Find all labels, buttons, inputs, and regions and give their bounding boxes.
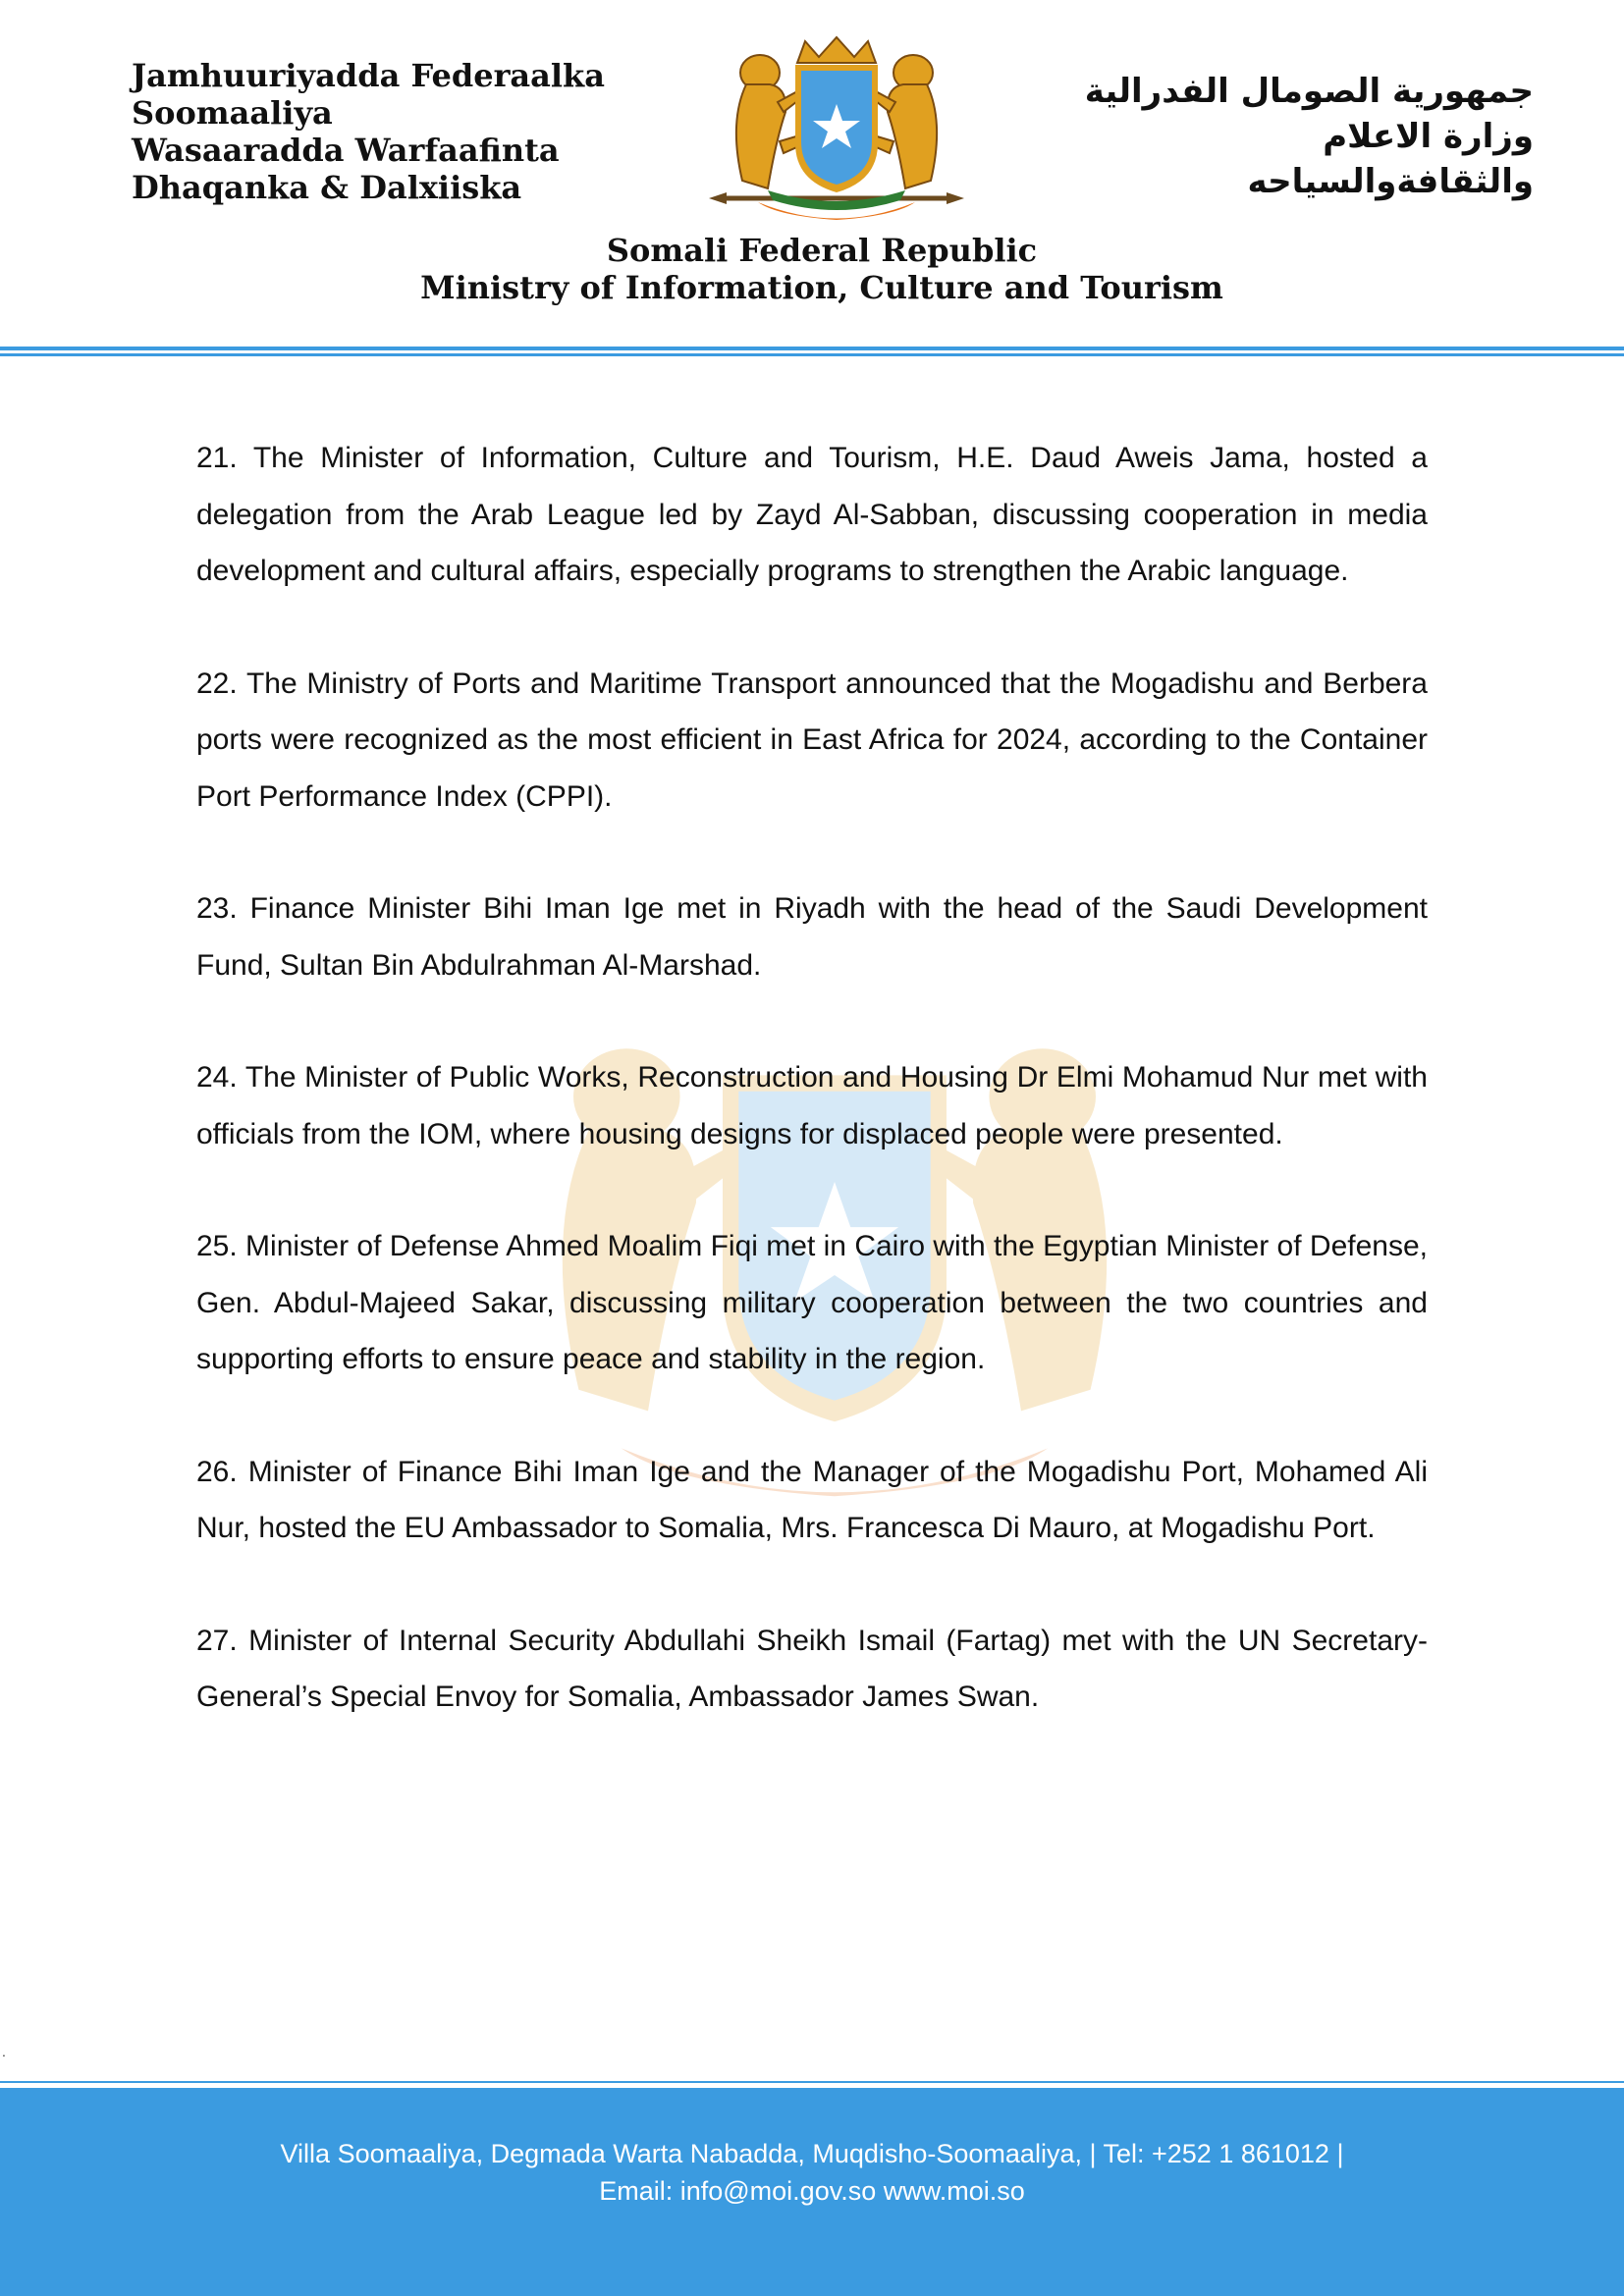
stray-mark: . <box>2 2044 6 2059</box>
header-somali-line: Wasaaradda Warfaafinta <box>132 132 560 169</box>
news-item: 27. Minister of Internal Security Abdullahi Sheikh Ismail (Fartag) met with the UN Secretary-General’s Special Envoy for Somalia, Ambassador James Swan. <box>196 1624 1428 1713</box>
news-item: 25. Minister of Defense Ahmed Moalim Fiqi met in Cairo with the Egyptian Minister of Defense, Gen. Abdul-Majeed Sakar, discussing military cooperation between the two countries and supporting efforts to ensure peace and stability in the region. <box>196 1230 1428 1375</box>
header-arabic-line: والثقافةوالسياحه <box>1247 162 1534 201</box>
header-divider-line <box>0 353 1624 356</box>
header-arabic-line: وزارة الاعلام <box>1323 117 1534 156</box>
header-divider-line <box>0 347 1624 350</box>
news-item: 21. The Minister of Information, Culture and Tourism, H.E. Daud Aweis Jama, hosted a delegation from the Arab League led by Zayd Al-Sabban, discussing cooperation in media development and cultural affairs, especially programs to strengthen the Arabic language. <box>196 442 1428 587</box>
footer-contact: Email: info@moi.gov.so www.moi.so <box>599 2176 1025 2206</box>
header-republic-name: Somali Federal Republic <box>606 232 1038 269</box>
news-list <box>196 430 1428 1782</box>
footer-divider-line <box>0 2081 1624 2083</box>
header-ministry-name: Ministry of Information, Culture and Tourism <box>420 269 1223 306</box>
header-somali-block <box>132 57 605 206</box>
footer <box>0 2088 1624 2296</box>
news-item: 22. The Ministry of Ports and Maritime Transport announced that the Mogadishu and Berbera ports were recognized as the most efficient in East Africa for 2024, according to the Container Port Performance Index (CPPI). <box>196 667 1428 813</box>
somalia-coat-of-arms-icon <box>699 33 974 230</box>
footer-address: Villa Soomaaliya, Degmada Warta Nabadda, Muqdisho-Soomaaliya, | Tel: +252 1 861012 | <box>280 2139 1344 2168</box>
header-english-block <box>0 232 1624 306</box>
header-somali-line: Dhaqanka & Dalxiiska <box>132 169 522 206</box>
news-item: 26. Minister of Finance Bihi Iman Ige and the Manager of the Mogadishu Port, Mohamed Ali Nur, hosted the EU Ambassador to Somalia, Mrs. Francesca Di Mauro, at Mogadishu Port. <box>196 1455 1428 1544</box>
header-arabic-block <box>1085 69 1534 204</box>
header-arabic-line: جمهورية الصومال الفدرالية <box>1084 72 1534 111</box>
news-item: 23. Finance Minister Bihi Iman Ige met in Riyadh with the head of the Saudi Development Fund, Sultan Bin Abdulrahman Al-Marshad. <box>196 892 1428 982</box>
header-somali-line: Jamhuuriyadda Federaalka <box>132 57 605 94</box>
header-somali-line: Soomaaliya <box>132 94 333 132</box>
news-item: 24. The Minister of Public Works, Reconstruction and Housing Dr Elmi Mohamud Nur met with officials from the IOM, where housing designs for displaced people were presented. <box>196 1061 1428 1150</box>
